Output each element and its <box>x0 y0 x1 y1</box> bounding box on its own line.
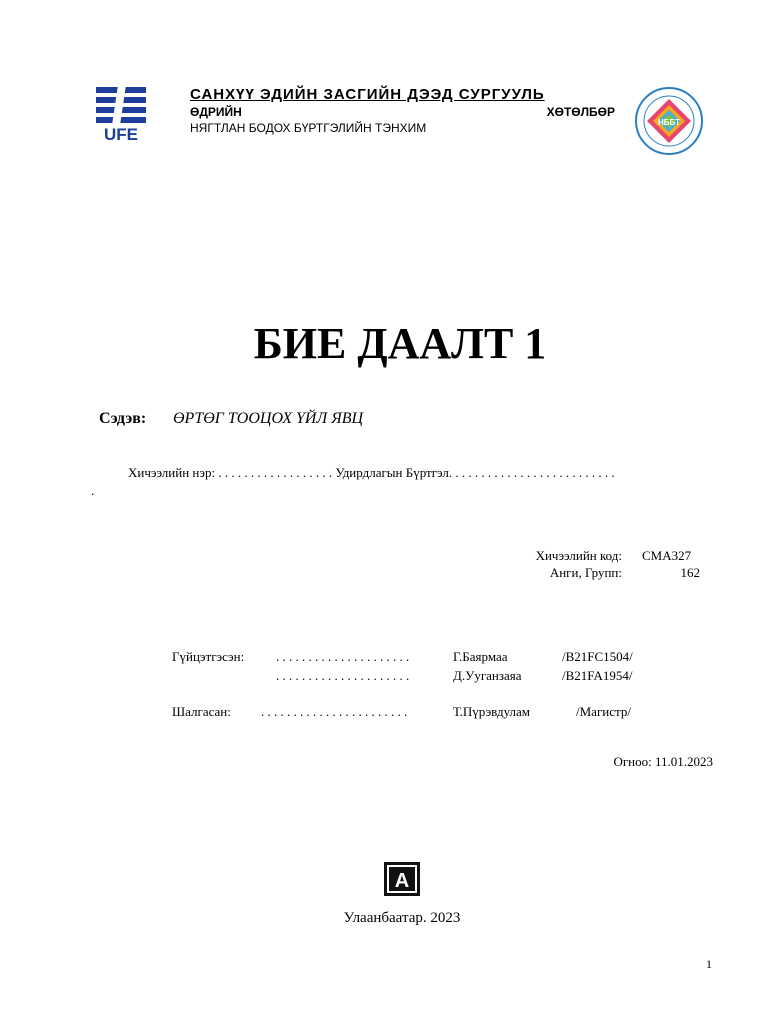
topic-label: Сэдэв: <box>99 410 147 427</box>
completed-by-label: Гүйцэтгэсэн: <box>172 649 245 664</box>
class-group-value: 162 <box>680 565 700 580</box>
checked-by-label: Шалгасан: <box>172 704 231 719</box>
checker-name: Т.Пүрэвдулам <box>453 704 531 719</box>
stray-dot: . <box>91 483 95 498</box>
checked-by-dots: . . . . . . . . . . . . . . . . . . . . . . . <box>261 704 408 719</box>
seal-text: НББТ <box>658 118 680 127</box>
ufe-logo <box>96 85 148 141</box>
page-title: БИЕ ДААЛТ 1 <box>253 319 547 368</box>
ufe-logo-text: UFE <box>104 125 138 141</box>
page-number: 1 <box>706 957 712 971</box>
checker-degree: /Магистр/ <box>576 704 631 719</box>
department-seal-logo <box>634 86 704 156</box>
emblem-letter: A <box>394 870 410 892</box>
student-id-2: /B21FA1954/ <box>562 668 633 683</box>
program-left: ӨДРИЙН <box>190 105 242 119</box>
program-right: ХӨТӨЛБӨР <box>546 105 615 119</box>
student-name-1: Г.Баярмаа <box>453 649 508 664</box>
course-code-label: Хичээлийн код: <box>535 548 622 563</box>
topic-value: ӨРТӨГ ТООЦОХ ҮЙЛ ЯВЦ <box>173 410 364 427</box>
class-group-label: Анги, Групп: <box>549 565 622 580</box>
program-line <box>190 105 615 119</box>
city-year: Улаанбаатар. 2023 <box>343 910 461 926</box>
date-line: Огноо: 11.01.2023 <box>613 754 713 769</box>
student-id-1: /B21FC1504/ <box>562 649 633 664</box>
student-name-2: Д.Ууганзаяа <box>453 668 522 683</box>
department-name: НЯГТЛАН БОДОХ БҮРТГЭЛИЙН ТЭНХИМ <box>190 121 427 135</box>
course-code-value: CMA327 <box>642 548 692 563</box>
course-name-line: Хичээлийн нэр: . . . . . . . . . . . . . . . . . . Удирдлагын Бүртгэл. . . . . . . . . . . . . . . . . . . . . . . . . . <box>128 465 615 480</box>
university-name: САНХҮҮ ЭДИЙН ЗАСГИЙН ДЭЭД СУРГУУЛЬ <box>190 86 545 103</box>
completed-by-dots-2: . . . . . . . . . . . . . . . . . . . . . <box>276 668 410 683</box>
completed-by-dots-1: . . . . . . . . . . . . . . . . . . . . . <box>276 649 410 664</box>
emblem-a-icon <box>384 862 420 896</box>
